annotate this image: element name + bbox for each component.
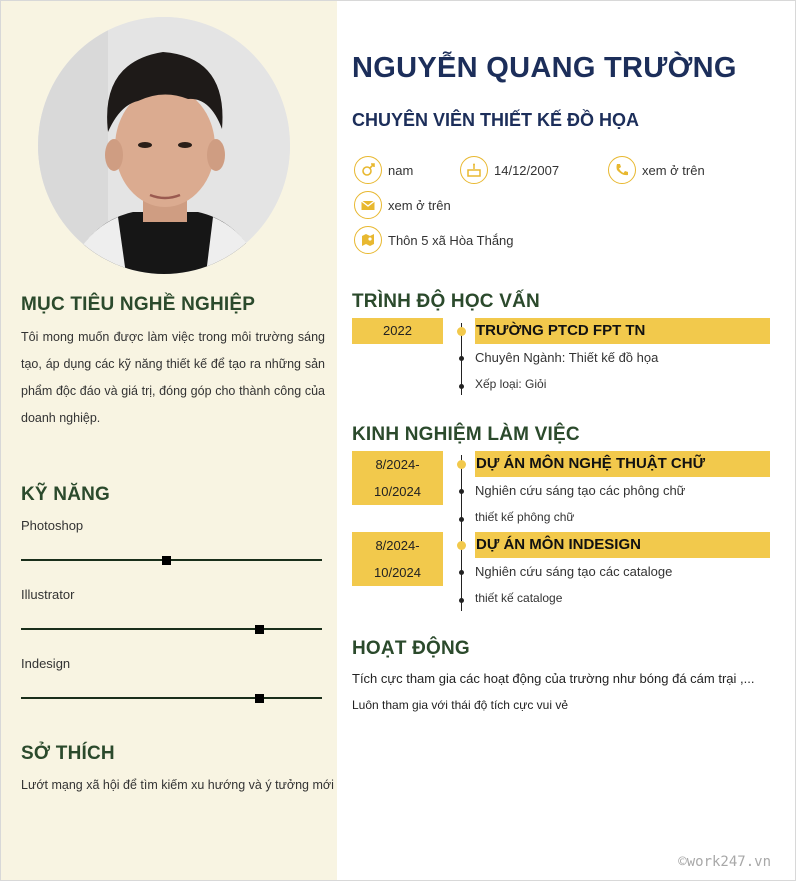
info-birthday: [460, 156, 559, 184]
candidate-name: NGUYỄN QUANG TRƯỜNG: [352, 52, 737, 84]
info-address: [354, 226, 514, 254]
timeline-bullet: [459, 489, 464, 494]
experience-detail: Nghiên cứu sáng tạo các cataloge: [475, 564, 673, 579]
experience-detail: thiết kế phông chữ: [475, 510, 575, 524]
activities-heading: HOẠT ĐỘNG: [352, 638, 470, 659]
education-heading: TRÌNH ĐỘ HỌC VẤN: [352, 291, 540, 312]
skill-bar-illustrator: [21, 628, 322, 630]
skills-heading: KỸ NĂNG: [21, 484, 111, 505]
avatar: [38, 17, 290, 274]
date-from: 8/2024-: [375, 457, 420, 472]
date-from: 8/2024-: [375, 538, 420, 553]
education-rank: Xếp loại: Giỏi: [475, 377, 547, 391]
experience-title-2: DỰ ÁN MÔN INDESIGN: [475, 532, 770, 558]
gender-value: nam: [388, 162, 414, 178]
skill-bar-indesign: [21, 697, 322, 699]
objective-text: Tôi mong muốn được làm việc trong môi trường sáng tạo, áp dụng các kỹ năng thiết kế để tạo ra những sản phẩm độc đáo và giá trị, đóng góp cho thành công của doanh nghiệp.: [21, 330, 325, 425]
map-icon: [354, 226, 382, 254]
hobbies-text: Lướt mạng xã hội để tìm kiếm xu hướng và ý tưởng mới: [21, 778, 334, 792]
education-major: Chuyên Ngành: Thiết kế đồ họa: [475, 350, 659, 365]
timeline-bullet: [459, 598, 464, 603]
experience-date-2: [352, 532, 443, 586]
experience-heading: KINH NGHIỆM LÀM VIỆC: [352, 424, 580, 445]
education-date: 2022: [352, 318, 443, 344]
gender-icon: [354, 156, 382, 184]
timeline-dot: [457, 541, 466, 550]
skill-level-handle: [162, 556, 171, 565]
skill-name-indesign: Indesign: [21, 656, 71, 671]
activity-line: Tích cực tham gia các hoạt động của trường như bóng đá cám trại ,...: [352, 671, 755, 686]
phone-value: xem ở trên: [642, 162, 705, 178]
education-school: TRƯỜNG PTCD FPT TN: [475, 318, 770, 344]
envelope-icon: [354, 191, 382, 219]
skill-level-handle: [255, 625, 264, 634]
skill-bar-photoshop: [21, 559, 322, 561]
profile-photo: [38, 17, 290, 274]
email-value: xem ở trên: [388, 197, 451, 213]
phone-icon: [608, 156, 636, 184]
timeline-dot: [457, 460, 466, 469]
watermark: ©work247.vn: [678, 854, 771, 870]
experience-timeline: [461, 455, 462, 611]
hobbies-heading: SỞ THÍCH: [21, 743, 115, 764]
experience-title-1: DỰ ÁN MÔN NGHỆ THUẬT CHỮ: [475, 451, 770, 477]
activity-line: Luôn tham gia với thái độ tích cực vui vẻ: [352, 698, 569, 712]
address-value: Thôn 5 xã Hòa Thắng: [388, 232, 514, 248]
date-to: 10/2024: [374, 484, 421, 499]
birthday-value: 14/12/2007: [494, 162, 560, 178]
skill-level-handle: [255, 694, 264, 703]
experience-date-1: [352, 451, 443, 505]
skill-name-illustrator: Illustrator: [21, 587, 75, 602]
timeline-bullet: [459, 570, 464, 575]
objective-heading: MỤC TIÊU NGHỀ NGHIỆP: [21, 294, 256, 315]
info-email: [354, 191, 451, 219]
experience-detail: thiết kế cataloge: [475, 591, 563, 605]
timeline-bullet: [459, 356, 464, 361]
job-title: CHUYÊN VIÊN THIẾT KẾ ĐỒ HỌA: [352, 110, 640, 130]
date-to: 10/2024: [374, 565, 421, 580]
timeline-bullet: [459, 517, 464, 522]
left-column: [1, 1, 337, 880]
skill-name-photoshop: Photoshop: [21, 518, 84, 533]
timeline-dot: [457, 327, 466, 336]
experience-detail: Nghiên cứu sáng tạo các phông chữ: [475, 483, 686, 498]
timeline-bullet: [459, 384, 464, 389]
info-phone: [608, 156, 705, 184]
info-gender: [354, 156, 413, 184]
cake-icon: [460, 156, 488, 184]
